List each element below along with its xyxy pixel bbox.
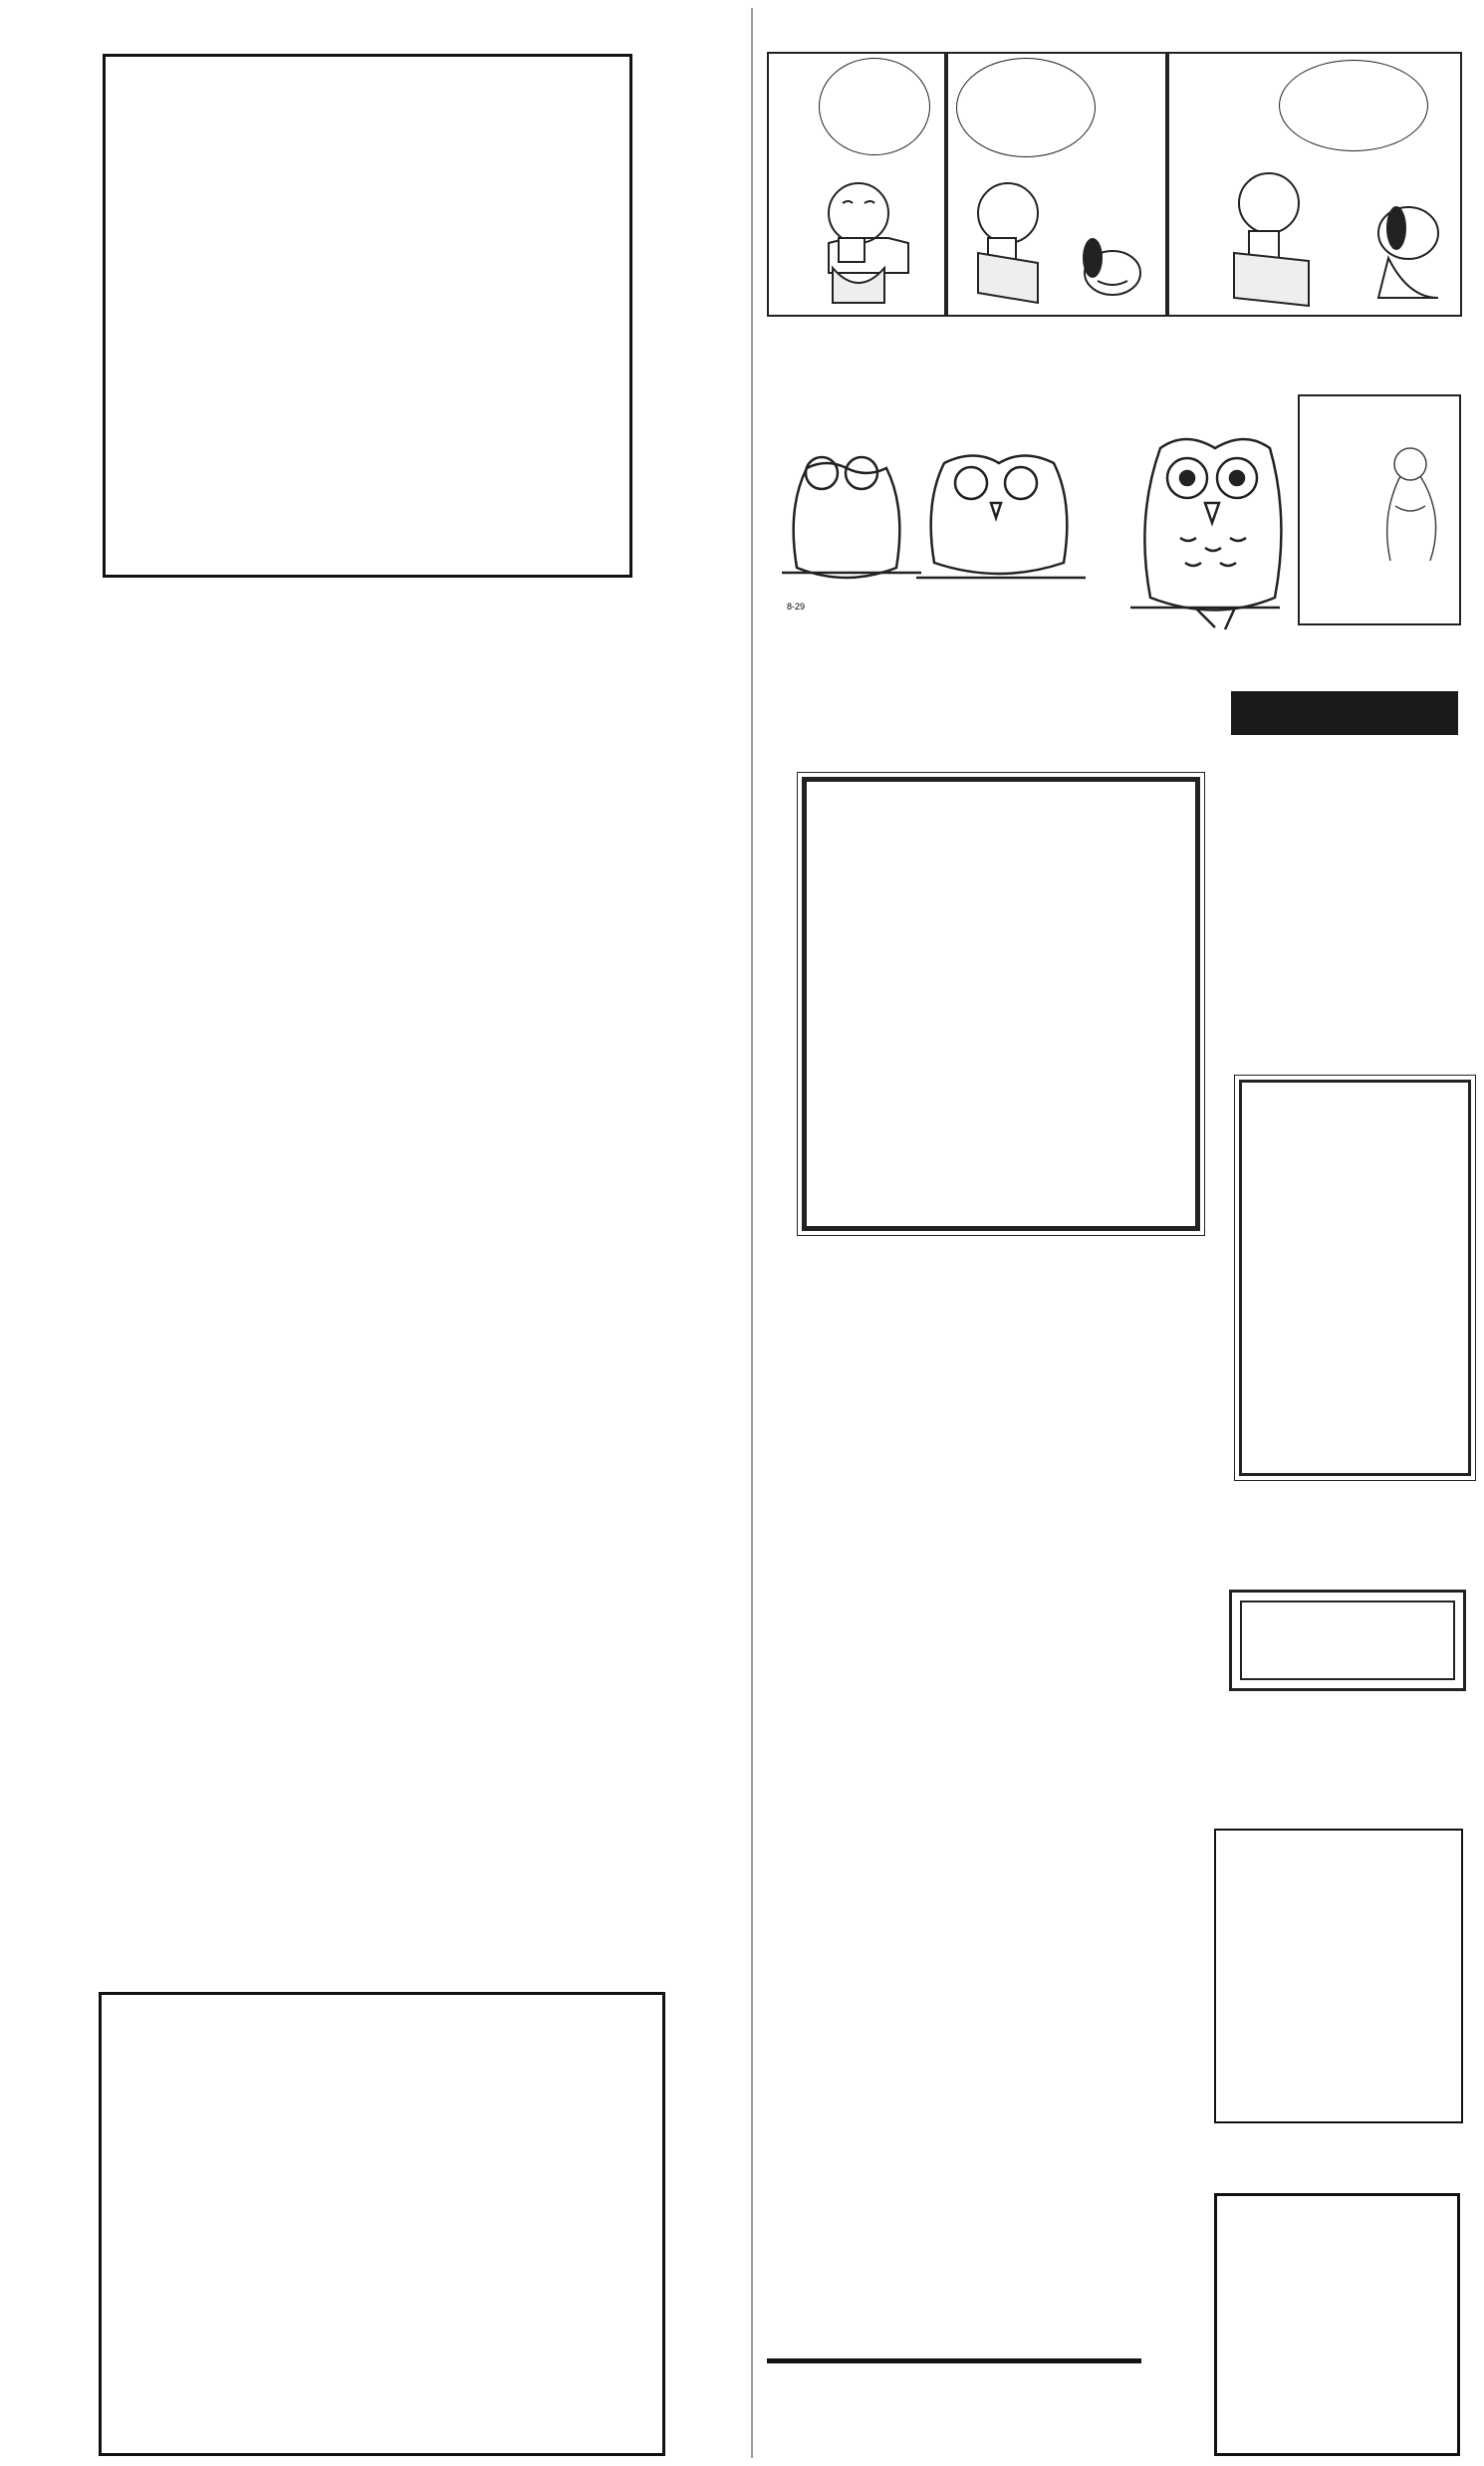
comic-panel-2 bbox=[946, 52, 1167, 317]
owl-drawing-steps-icon bbox=[767, 418, 1145, 627]
linus-reading-icon bbox=[769, 54, 946, 317]
comic-panel-1 bbox=[767, 52, 946, 317]
clues-horizontal bbox=[20, 602, 359, 614]
owl-drawing-final-icon bbox=[1125, 408, 1290, 632]
comic-panel-3 bbox=[1167, 52, 1462, 317]
tu-dibujo-box bbox=[1298, 394, 1461, 625]
sum-line bbox=[767, 2358, 1141, 2363]
linus-and-snoopy-icon bbox=[948, 54, 1167, 317]
column-divider bbox=[751, 8, 753, 2458]
numerograma-grid bbox=[1239, 1080, 1471, 1476]
linus-and-snoopy-icon bbox=[1169, 54, 1462, 317]
wordsearch-box bbox=[802, 777, 1200, 1231]
sudoku-grid bbox=[99, 1992, 665, 2456]
owl-date: 8-29 bbox=[787, 602, 806, 612]
crucigrama-solution-grid bbox=[1214, 1829, 1463, 2123]
sudoku-solution-grid bbox=[1214, 2193, 1460, 2456]
numerograma-title bbox=[1231, 691, 1458, 735]
crossword-grid bbox=[103, 54, 632, 578]
soluciones-anteriores-box bbox=[1229, 1590, 1466, 1691]
child-drawing-icon bbox=[1365, 436, 1455, 566]
